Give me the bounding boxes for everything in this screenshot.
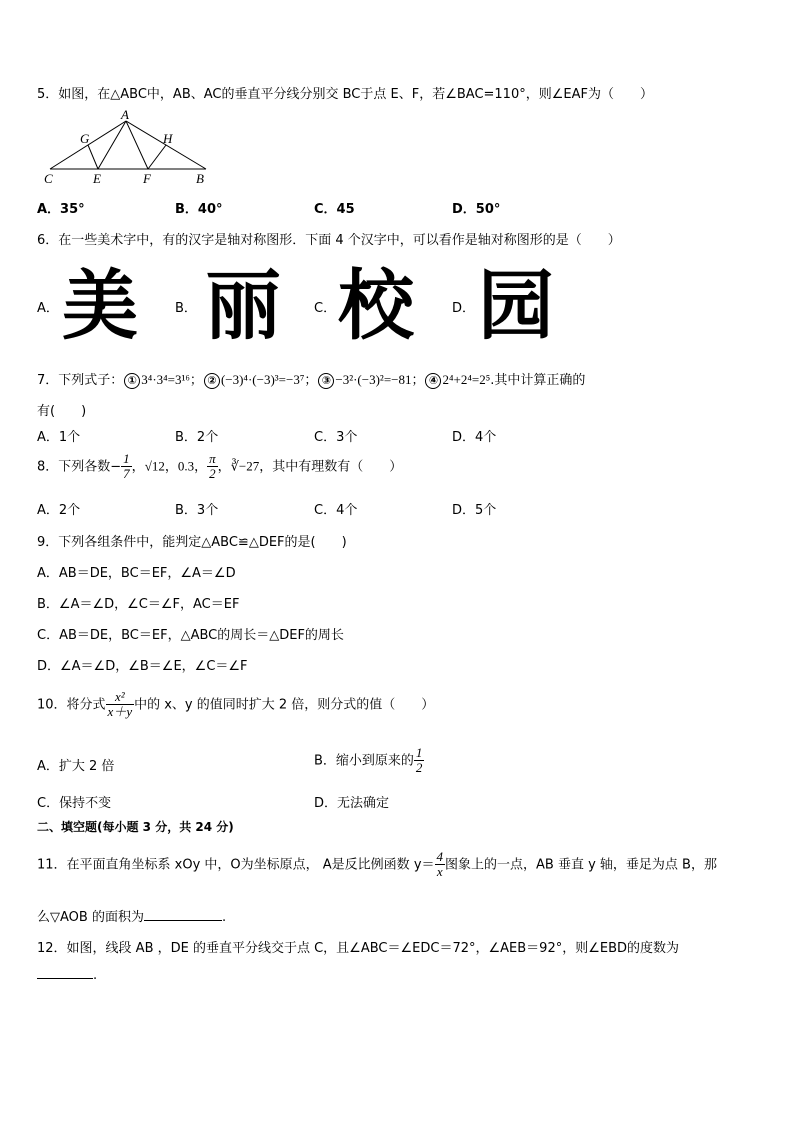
label-C: C [44,171,53,186]
q6-char-yuan: 园 [478,261,554,350]
q6-char-li: 丽 [205,261,281,350]
q6-char-mei: 美 [62,261,138,350]
label-A: A [121,108,129,122]
q9-option-c: C．AB＝DE，BC＝EF，△ABC的周长＝△DEF的周长 [37,628,344,643]
label-H: H [163,131,173,146]
q5-option-d: D．50° [452,202,501,217]
q9-option-d: D．∠A＝∠D，∠B＝∠E，∠C＝∠F [37,659,248,674]
q5-stem: 5．如图，在△ABC中，AB、AC的垂直平分线分别交 BC于点 E、F，若∠BAC=110°，则∠EAF为（ ） [37,87,653,102]
q8-line: 8．下列各数− $\frac{1}{7}$ ，√12，0.3， $\frac{\pi}{2}$ ，∛−27，其中有理数有（ ） [37,451,403,482]
q11-line2: 么▽AOB 的面积为 . [37,910,227,925]
q10-option-d: D．无法确定 [314,796,390,811]
q6-letter-b: B． [175,301,197,316]
label-G: G [80,131,90,146]
label-F: F [143,171,151,186]
q7-line2: 有( ) [37,404,87,419]
q7-option-a: A．1个 [37,430,81,445]
q8-option-c: C．4个 [314,503,358,518]
q9-stem: 9．下列各组条件中，能判定△ABC≌△DEF的是( ) [37,535,347,550]
q6-letter-c: C． [314,301,337,316]
q7-option-d: D．4个 [452,430,497,445]
q9-option-a: A．AB＝DE，BC＝EF，∠A＝∠D [37,566,236,581]
q12-answer-blank [37,978,93,979]
q8-option-b: B．3个 [175,503,219,518]
label-B: B [196,171,204,186]
label-E: E [93,171,101,186]
q6-stem: 6．在一些美术字中，有的汉字是轴对称图形．下面 4 个汉字中，可以看作是轴对称图形的是（ ） [37,233,621,248]
q11-line1: 11．在平面直角坐标系 xOy 中，O为坐标原点， A是反比例函数 y＝ $\frac{4}{x}$ 图象上的一点，AB 垂直 y 轴，垂足为点 B，那 [37,849,717,880]
q12-line1: 12．如图，线段 AB ，DE 的垂直平分线交于点 C，且∠ABC＝∠EDC＝72°，∠AEB＝92°，则∠EBD的度数为 [37,941,680,956]
q8-option-a: A．2个 [37,503,81,518]
q6-letter-d: D． [452,301,476,316]
q7-option-c: C．3个 [314,430,358,445]
q5-option-b: B．40° [175,202,223,217]
section-heading: 二、填空题(每小题 3 分，共 24 分) [37,820,234,834]
q5-triangle-figure [40,108,220,190]
q12-line2: . [37,968,97,983]
q9-option-b: B．∠A＝∠D，∠C＝∠F，AC＝EF [37,597,240,612]
q8-option-d: D．5个 [452,503,497,518]
q10-line: 10．将分式 $\frac{\text{x²}}{x+y}$ 中的 x、y 的值同时扩大 2 倍，则分式的值（ ） [37,689,435,720]
q6-letter-a: A． [37,301,59,316]
q11-answer-blank [144,920,222,921]
q6-char-xiao: 校 [338,261,414,350]
q5-option-a: A．35° [37,202,85,217]
q5-option-c: C．45 [314,202,355,217]
q7-option-b: B．2个 [175,430,219,445]
q10-option-a: A．扩大 2 倍 [37,759,115,774]
q10-option-c: C．保持不变 [37,796,112,811]
q10-option-b: B．缩小到原来的 $\frac{1}{2}$ [314,745,423,776]
q7-line1: 7．下列式子： ① 3⁴·3⁴=3¹⁶； ② (−3)⁴·(−3)³=−3⁷； ③ −3²·(−3)²=−81； ④ 2⁴+2⁴=2⁵.其中计算正确的 [37,372,586,388]
